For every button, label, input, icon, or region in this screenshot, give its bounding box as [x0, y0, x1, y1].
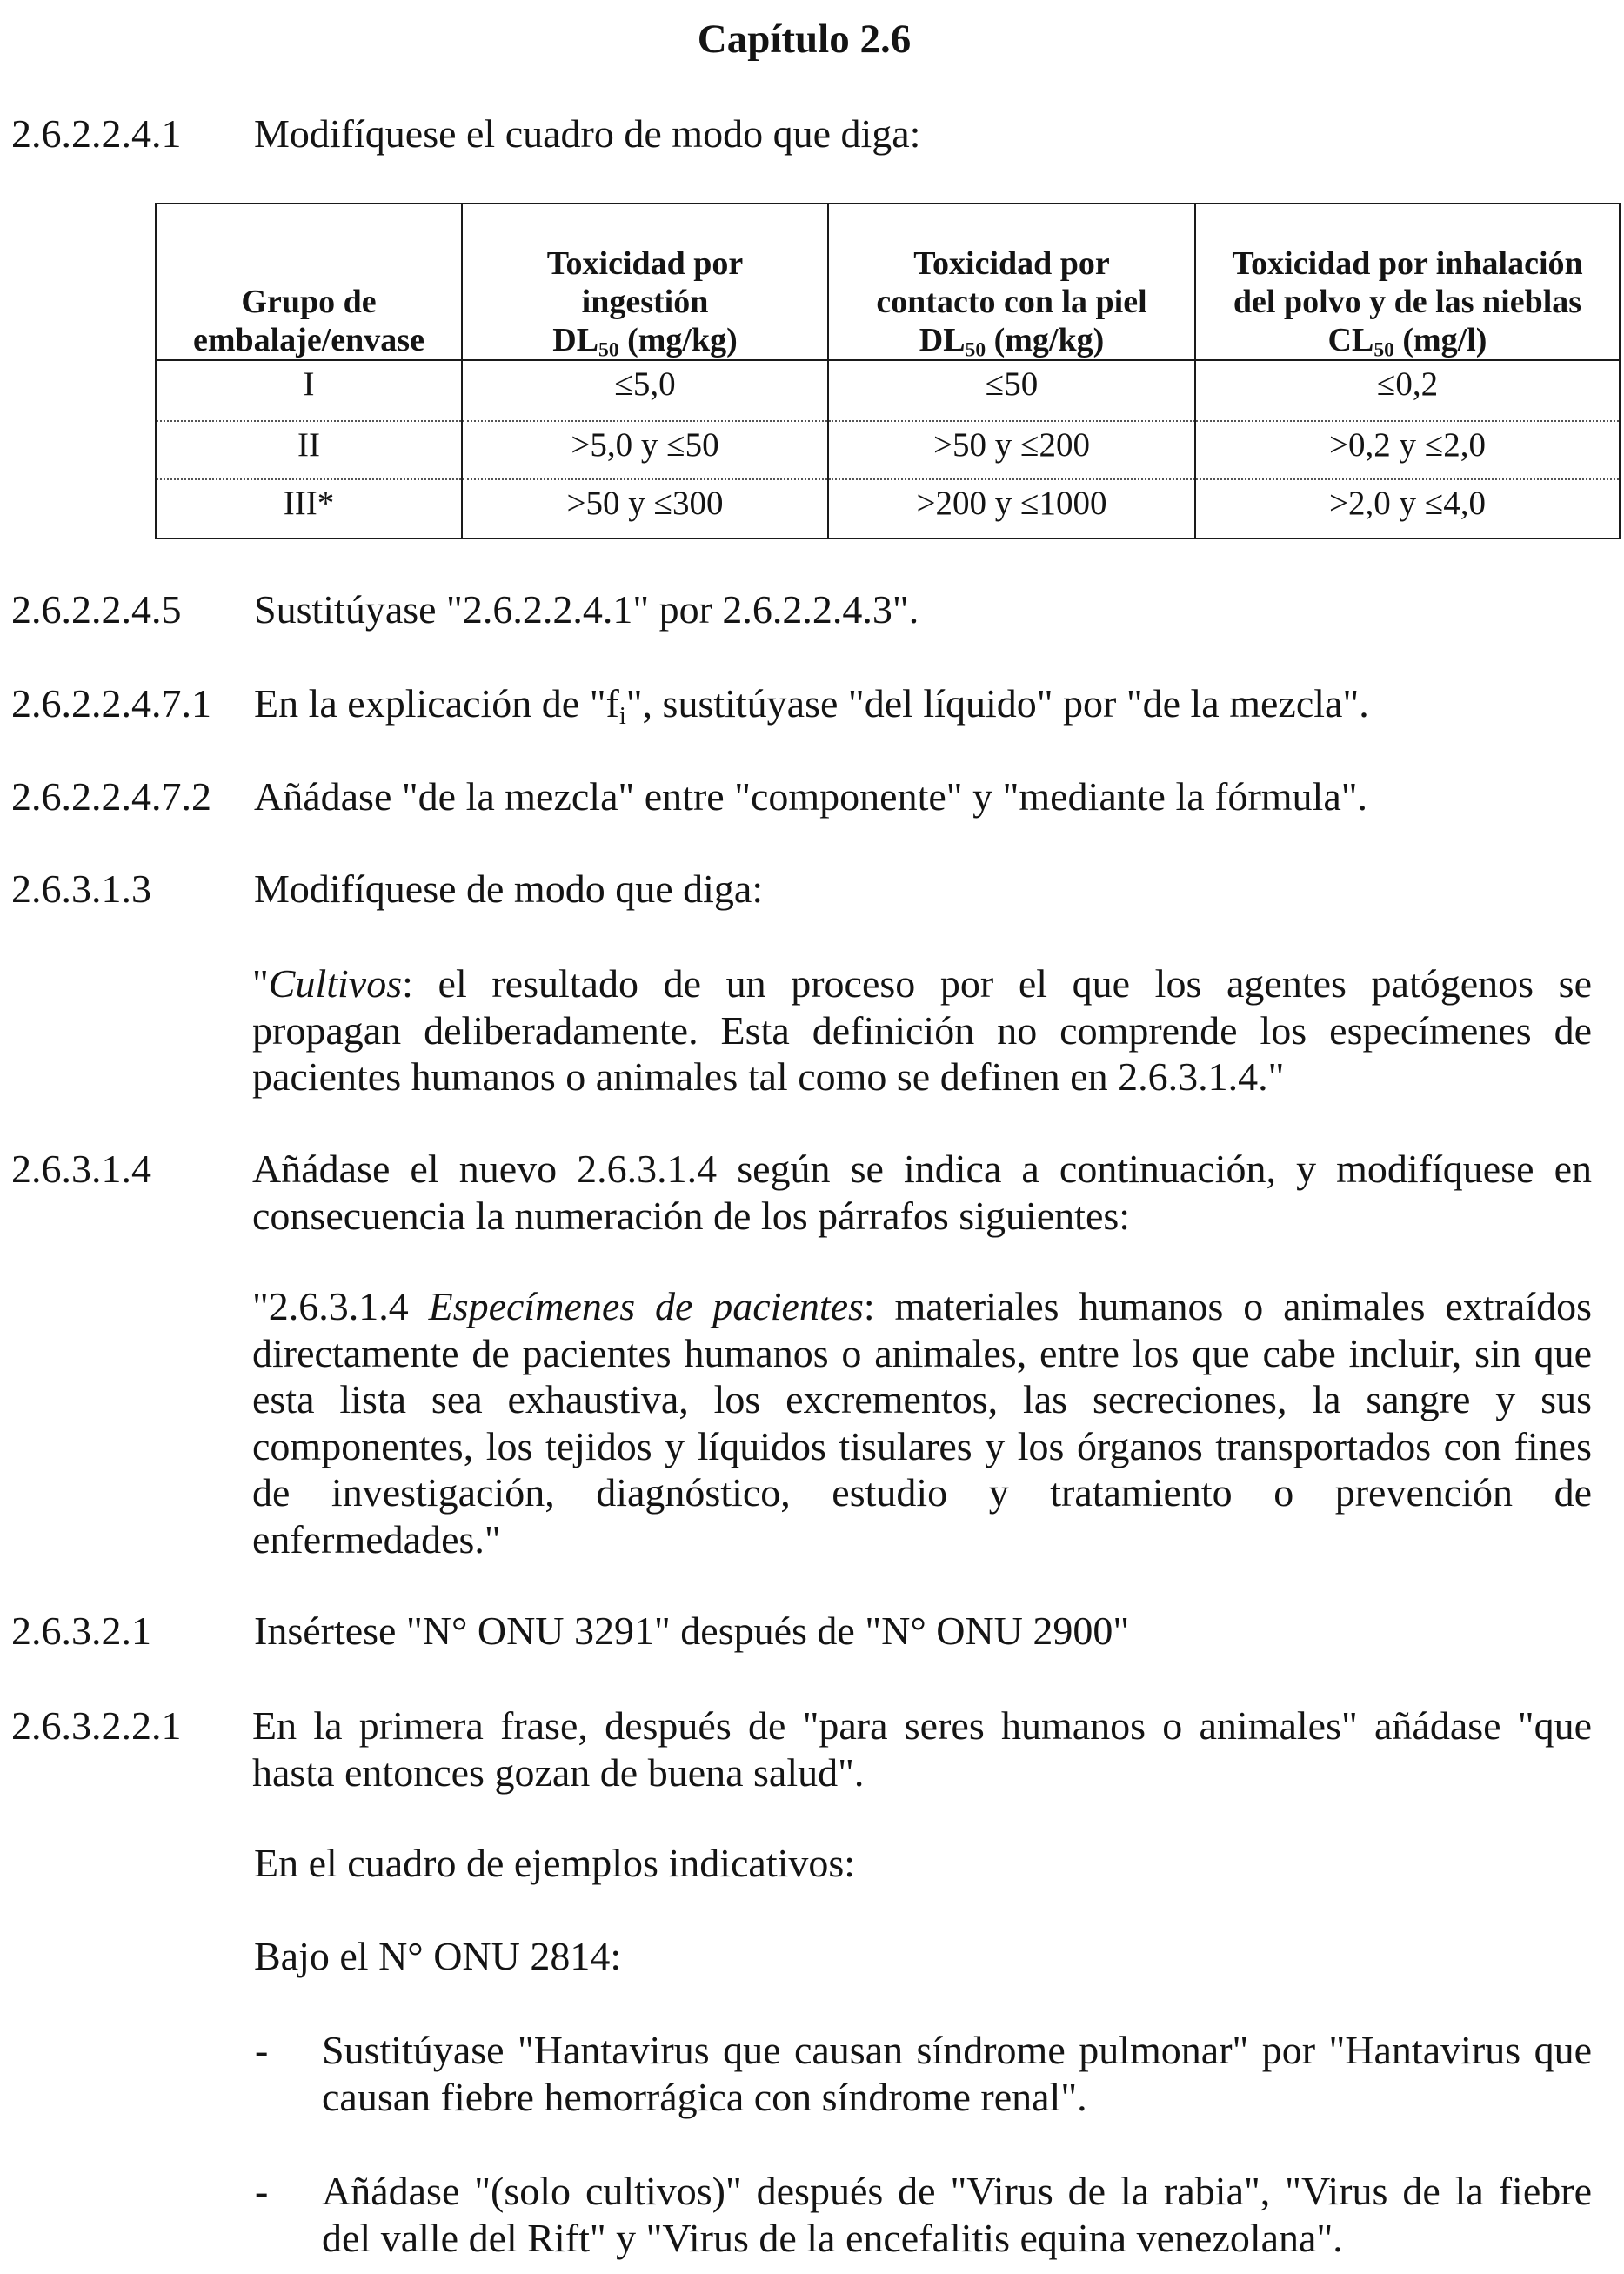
toxicity-symbol: CL	[1327, 322, 1374, 358]
amendment-paragraph	[252, 1702, 1592, 1796]
bullet-item	[322, 2027, 1592, 2120]
patient-specimens-definition-quote	[252, 1283, 1592, 1562]
quote-line	[252, 1283, 1592, 1330]
toxicity-symbol: DL	[552, 322, 599, 358]
bullet-line: Añádase "(solo cultivos)" después de "Virus de la rabia", "Virus de la fiebre	[322, 2169, 1592, 2213]
defined-term: Especímenes de pacientes	[428, 1284, 864, 1328]
packing-group-cell: I	[156, 360, 462, 421]
bullet-marker: -	[255, 2169, 269, 2213]
quote-line: pacientes humanos o animales tal como se definen en 2.6.3.1.4."	[252, 1054, 1285, 1099]
amendment-text: Sustitúyase "2.6.2.2.4.1" por 2.6.2.2.4.3".	[254, 587, 919, 632]
header-line: Grupo de	[241, 284, 377, 320]
table-body	[156, 360, 1620, 538]
header-symbol-line	[463, 321, 827, 362]
un-number-heading: Bajo el N° ONU 2814:	[254, 1934, 622, 1978]
packing-group-cell: II	[156, 421, 462, 479]
inhalation-value-cell: >2,0 y ≤4,0	[1195, 479, 1620, 538]
oral-value-cell: >5,0 y ≤50	[462, 421, 828, 479]
amendment-text: Modifíquese de modo que diga:	[254, 866, 764, 911]
quote-line: esta lista sea exhaustiva, los excrementos, las secreciones, la sangre y sus	[252, 1377, 1592, 1421]
table-header-row	[156, 204, 1620, 360]
header-line: Toxicidad por	[913, 245, 1110, 282]
oral-value-cell: ≤5,0	[462, 360, 828, 421]
cultivos-definition-quote	[252, 960, 1592, 1100]
table-head	[156, 204, 1620, 360]
paragraph-line: consecuencia la numeración de los párrafos siguientes:	[252, 1193, 1131, 1238]
quote-line: componentes, los tejidos y líquidos tisulares y los órganos transportados con fines	[252, 1423, 1592, 1468]
quote-line: enfermedades."	[252, 1516, 501, 1562]
amendment-paragraph	[252, 1146, 1592, 1239]
bullet-marker: -	[255, 2028, 269, 2072]
amendment-number: 2.6.2.2.4.5	[11, 587, 182, 632]
amendment-number: 2.6.2.2.4.1	[11, 111, 182, 156]
paragraph-line: hasta entonces gozan de buena salud".	[252, 1749, 865, 1795]
quote-line-text: : materiales humanos o animales extraídos	[863, 1284, 1592, 1328]
amendment-number: 2.6.3.2.2.1	[11, 1703, 182, 1748]
header-dermal-toxicity	[828, 204, 1195, 360]
variable-symbol: f	[605, 681, 619, 726]
amendment-text: Insértese "N° ONU 3291" después de "N° ONU 2900"	[254, 1609, 1130, 1653]
toxicity-symbol-subscript: 50	[965, 338, 986, 362]
header-line: ingestión	[581, 284, 709, 320]
bullet-line: del valle del Rift" y "Virus de la encefalitis equina venezolana".	[322, 2215, 1343, 2260]
text-segment: En la explicación de "	[254, 681, 606, 726]
amendment-text	[254, 680, 1369, 730]
amendment-text: Añádase "de la mezcla" entre "componente" y "mediante la fórmula".	[254, 774, 1368, 819]
text-segment: ", sustitúyase "del líquido" por "de la mezcla".	[625, 681, 1369, 726]
toxicity-unit: (mg/kg)	[627, 322, 738, 358]
toxicity-symbol-subscript: 50	[1373, 338, 1394, 362]
amendment-number: 2.6.3.1.3	[11, 866, 151, 911]
examples-intro: En el cuadro de ejemplos indicativos:	[254, 1841, 856, 1885]
inhalation-value-cell: ≤0,2	[1195, 360, 1620, 421]
dermal-value-cell: >50 y ≤200	[828, 421, 1195, 479]
header-packing-group	[156, 204, 462, 360]
quote-line	[252, 960, 1592, 1007]
amendment-number: 2.6.3.1.4	[11, 1147, 151, 1191]
paragraph-line: En la primera frase, después de "para seres humanos o animales" añádase "que	[252, 1703, 1592, 1748]
header-inhalation-toxicity	[1195, 204, 1620, 360]
amendment-number: 2.6.3.2.1	[11, 1609, 151, 1653]
table-row	[156, 421, 1620, 479]
header-oral-toxicity	[462, 204, 828, 360]
inhalation-value-cell: >0,2 y ≤2,0	[1195, 421, 1620, 479]
toxicity-unit: (mg/kg)	[993, 322, 1105, 358]
dermal-value-cell: ≤50	[828, 360, 1195, 421]
header-symbol-line	[829, 321, 1194, 362]
amendment-number: 2.6.2.2.4.7.1	[11, 681, 211, 726]
header-symbol-line	[1196, 321, 1619, 362]
paragraph-line: Añádase el nuevo 2.6.3.1.4 según se indica a continuación, y modifíquese en	[252, 1147, 1592, 1191]
table-row	[156, 479, 1620, 538]
header-line: del polvo y de las nieblas	[1233, 284, 1582, 320]
header-line: Toxicidad por	[546, 245, 744, 282]
bullet-line: causan fiebre hemorrágica con síndrome renal".	[322, 2074, 1087, 2119]
header-line: embalaje/envase	[193, 322, 424, 358]
toxicity-criteria-table	[155, 203, 1621, 539]
quote-line-text: : el resultado de un proceso por el que los agentes patógenos se	[402, 961, 1592, 1006]
table-row	[156, 360, 1620, 421]
toxicity-unit: (mg/l)	[1402, 322, 1487, 358]
bullet-line: Sustitúyase "Hantavirus que causan síndrome pulmonar" por "Hantavirus que	[322, 2028, 1592, 2072]
header-line: Toxicidad por inhalación	[1232, 245, 1583, 282]
chapter-title: Capítulo 2.6	[697, 17, 912, 62]
dermal-value-cell: >200 y ≤1000	[828, 479, 1195, 538]
bullet-item	[322, 2168, 1592, 2261]
quote-line: directamente de pacientes humanos o animales, entre los que cabe incluir, sin que	[252, 1330, 1592, 1375]
quote-line: de investigación, diagnóstico, estudio y tratamiento o prevención de	[252, 1470, 1592, 1515]
defined-term: Cultivos	[268, 961, 403, 1006]
amendment-text: Modifíquese el cuadro de modo que diga:	[254, 111, 921, 156]
toxicity-symbol-subscript: 50	[598, 338, 619, 362]
quote-line: propagan deliberadamente. Esta definición no comprende los especímenes de	[252, 1007, 1592, 1053]
toxicity-symbol: DL	[919, 322, 966, 358]
header-line: contacto con la piel	[876, 284, 1147, 320]
packing-group-cell: III*	[156, 479, 462, 538]
amendment-number: 2.6.2.2.4.7.2	[11, 774, 211, 819]
open-quote: "	[252, 961, 269, 1006]
oral-value-cell: >50 y ≤300	[462, 479, 828, 538]
quote-lead: "2.6.3.1.4	[252, 1284, 429, 1328]
variable-subscript: i	[618, 702, 626, 730]
